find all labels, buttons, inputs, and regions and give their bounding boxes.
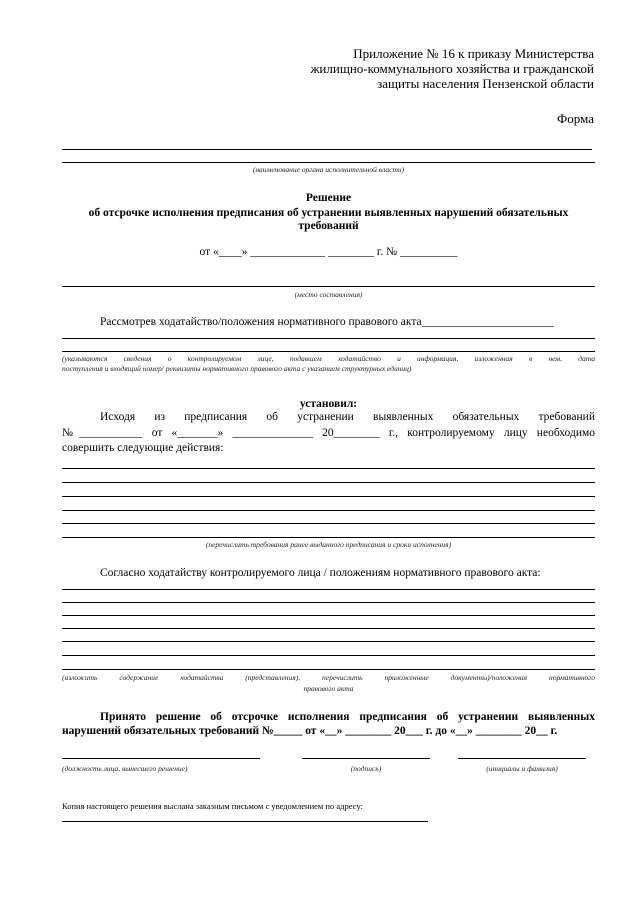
petition-line-3[interactable]	[62, 615, 595, 616]
actions-line-3[interactable]	[62, 496, 595, 497]
appendix-line-2: жилищно-коммунального хозяйства и гражданской	[310, 61, 594, 76]
petition-line-2[interactable]	[62, 602, 595, 603]
place-caption: (место составления)	[294, 290, 363, 299]
info-caption-1: (указываются сведения о контролируемом лице, подавшем ходатайство и информация, изложенная в нем, дата	[62, 354, 595, 363]
authority-line-1[interactable]	[62, 149, 592, 150]
decision-subtitle-2: требований	[298, 220, 359, 232]
petition-caption-2: правового акта	[303, 684, 354, 693]
decision-text-1: Принято решение об отсрочке исполнения предписания об устранении выявленных	[100, 711, 595, 723]
appendix-line-1: Приложение № 16 к приказу Министерства	[353, 46, 594, 61]
based-text-3: совершить следующие действия:	[62, 442, 224, 454]
address-line[interactable]	[62, 821, 428, 822]
based-text-1: Исходя из предписания об устранении выявленных обязательных требований	[100, 411, 595, 423]
copy-sent-text: Копия настоящего решения выслана заказным письмом с уведомлением по адресу:	[62, 801, 363, 811]
petition-line-7[interactable]	[62, 669, 595, 670]
actions-line-6[interactable]	[62, 537, 595, 538]
initials-line[interactable]	[458, 758, 586, 759]
info-caption-2: поступления и входящий номер/ реквизиты нормативного правового акта с указанием структурных единиц)	[62, 364, 412, 373]
info-line-2[interactable]	[62, 351, 595, 352]
petition-line-6[interactable]	[62, 655, 595, 656]
petition-line-5[interactable]	[62, 641, 595, 642]
place-line[interactable]	[62, 286, 595, 287]
appendix-line-3: защиты населения Пензенской области	[377, 76, 594, 91]
initials-caption: (инициалы и фамилия)	[486, 764, 558, 773]
decision-title: Решение	[305, 192, 352, 204]
actions-line-2[interactable]	[62, 482, 595, 483]
according-text: Согласно ходатайству контролируемого лица / положениям нормативного правового акта:	[100, 567, 541, 579]
decision-subtitle-1: об отсрочке исполнения предписания об устранении выявленных нарушений обязательных	[88, 207, 569, 219]
date-number-line[interactable]: от «____» _____________ ________ г. № __________	[199, 246, 458, 258]
decision-text-2[interactable]: нарушений обязательных требований №_____ от «__» ________ 20___ г. до «__» ________ 20__ г.	[62, 725, 558, 737]
petition-line-1[interactable]	[62, 589, 595, 590]
appendix-header	[310, 46, 594, 91]
petition-caption-1: (изложить содержание ходатайства (представления), перечислить приложенные документы)/положения нормативного	[62, 673, 595, 682]
petition-line-4[interactable]	[62, 628, 595, 629]
authority-caption: (наименование органа исполнительной власти)	[252, 165, 405, 174]
info-line-1[interactable]	[62, 338, 595, 339]
position-line[interactable]	[62, 758, 260, 759]
actions-line-1[interactable]	[62, 468, 595, 469]
considered-text: Рассмотрев ходатайство/положения нормативного правового акта_______________________	[100, 316, 554, 328]
requirements-caption: (перечислить требования ранее выданного предписания и сроки исполнения)	[205, 540, 452, 549]
position-caption: (должность лица, вынесшего решение)	[62, 764, 188, 773]
established-heading: установил:	[299, 398, 358, 410]
form-label: Форма	[557, 111, 594, 126]
signature-caption: (подпись)	[350, 764, 382, 773]
actions-line-4[interactable]	[62, 510, 595, 511]
actions-line-5[interactable]	[62, 523, 595, 524]
based-text-2[interactable]: №___________ от «_______» ______________ 20________ г., контролируемому лицу необходимо	[62, 427, 595, 439]
authority-line-2[interactable]	[62, 162, 595, 163]
signature-line[interactable]	[302, 758, 430, 759]
